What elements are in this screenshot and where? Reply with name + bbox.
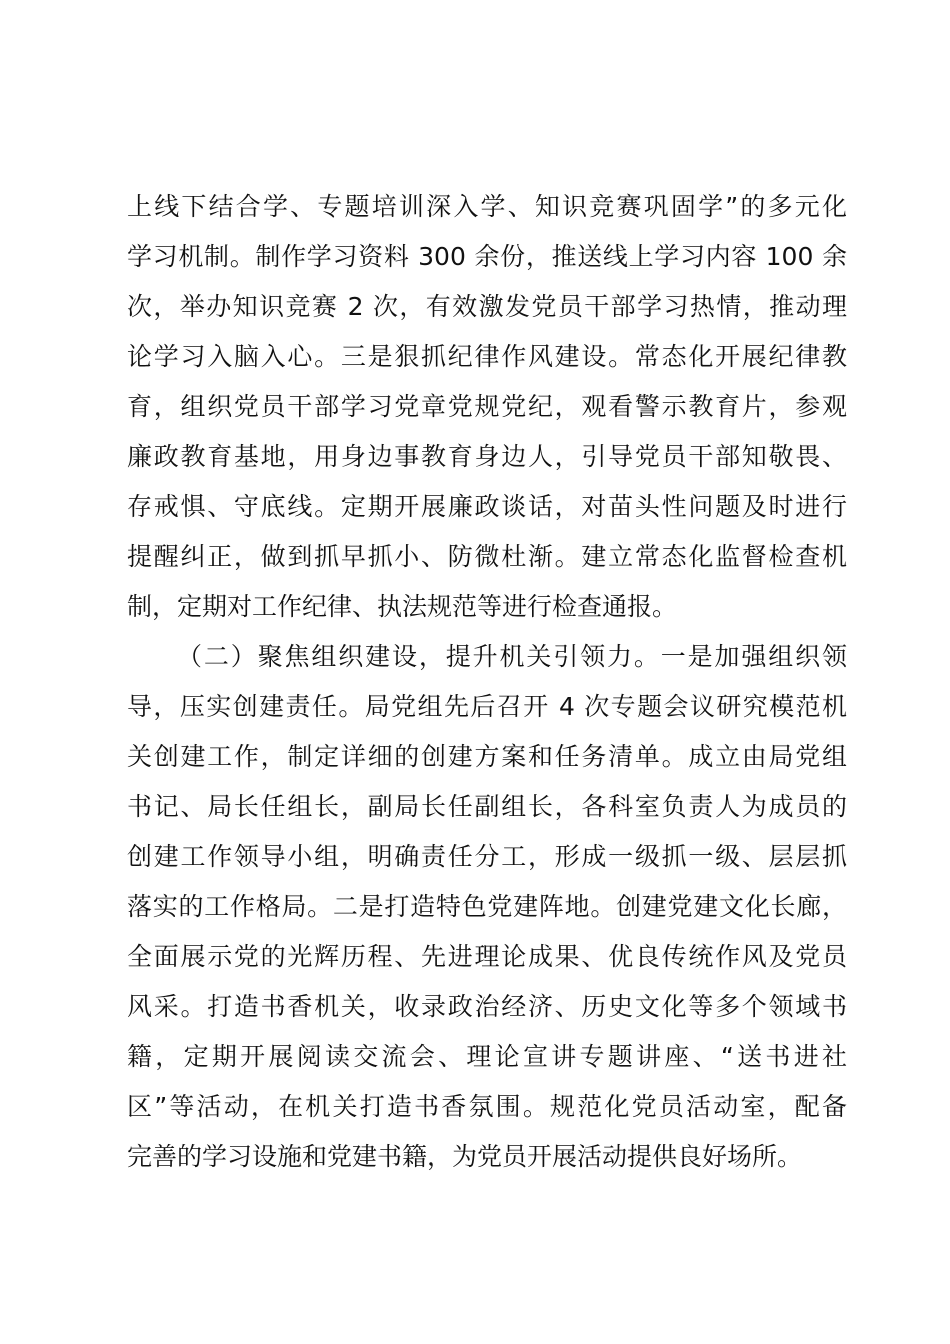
text-line: 籍，定期开展阅读交流会、理论宣讲专题讲座、“送书进社 xyxy=(127,1042,847,1071)
text-line: 全面展示党的光辉历程、先进理论成果、优良传统作风及党员 xyxy=(127,942,847,971)
paragraph-end-line: 完善的学习设施和党建书籍，为党员开展活动提供良好场所。 xyxy=(127,1142,803,1171)
text-line: 存戒惧、守底线。定期开展廉政谈话，对苗头性问题及时进行 xyxy=(127,492,847,521)
text-line: 提醒纠正，做到抓早抓小、防微杜渐。建立常态化监督检查机 xyxy=(127,542,847,571)
section-heading-line: （二）聚焦组织建设，提升机关引领力。一是加强组织领 xyxy=(177,642,847,671)
text-line: 上线下结合学、专题培训深入学、知识竞赛巩固学”的多元化 xyxy=(127,192,847,221)
text-line: 区”等活动，在机关打造书香氛围。规范化党员活动室，配备 xyxy=(127,1092,847,1121)
paragraph-end-line: 制，定期对工作纪律、执法规范等进行检查通报。 xyxy=(127,592,678,621)
text-line: 育，组织党员干部学习党章党规党纪，观看警示教育片，参观 xyxy=(127,392,847,421)
text-line: 关创建工作，制定详细的创建方案和任务清单。成立由局党组 xyxy=(127,742,847,771)
text-line: 落实的工作格局。二是打造特色党建阵地。创建党建文化长廊， xyxy=(127,892,847,921)
text-line: 论学习入脑入心。三是狠抓纪律作风建设。常态化开展纪律教 xyxy=(127,342,847,371)
text-line: 风采。打造书香机关，收录政治经济、历史文化等多个领域书 xyxy=(127,992,847,1021)
text-line: 廉政教育基地，用身边事教育身边人，引导党员干部知敬畏、 xyxy=(127,442,847,471)
text-line: 导，压实创建责任。局党组先后召开 4 次专题会议研究模范机 xyxy=(127,692,847,721)
text-line: 次，举办知识竞赛 2 次，有效激发党员干部学习热情，推动理 xyxy=(127,292,847,321)
text-line: 书记、局长任组长，副局长任副组长，各科室负责人为成员的 xyxy=(127,792,847,821)
text-line: 学习机制。制作学习资料 300 余份，推送线上学习内容 100 余 xyxy=(127,242,847,271)
body-text xyxy=(127,182,847,1182)
text-line: 创建工作领导小组，明确责任分工，形成一级抓一级、层层抓 xyxy=(127,842,847,871)
